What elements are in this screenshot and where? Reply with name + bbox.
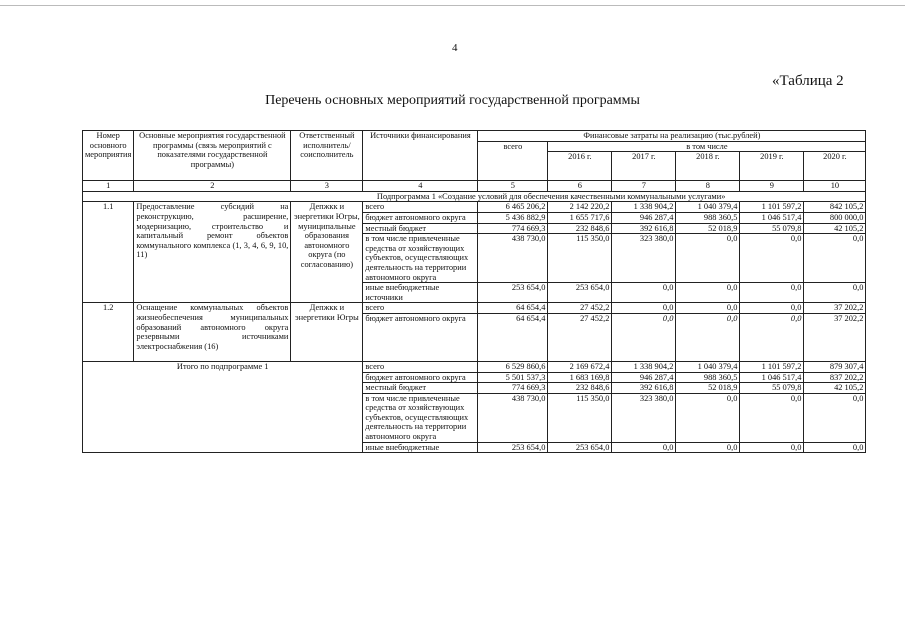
value-total: 5 501 537,3: [478, 372, 548, 383]
value-total: 64 654,4: [478, 303, 548, 314]
column-index: 1: [83, 181, 134, 192]
value-2019: 0,0: [740, 313, 804, 361]
value-2016: 232 848,6: [548, 383, 612, 394]
column-index: 4: [363, 181, 478, 192]
funding-source: всего: [363, 361, 478, 372]
value-2018: 988 360,5: [676, 372, 740, 383]
funding-source: иные внебюджетные: [363, 442, 478, 453]
value-2016: 115 350,0: [548, 234, 612, 283]
value-2020: 0,0: [804, 234, 866, 283]
activity-description: Оснащение коммунальных объектов жизнеобеспечения муниципальных образований автономного округа резервными источниками электроснабжения (16): [134, 303, 291, 362]
header-including: в том числе: [548, 141, 866, 152]
value-2017: 392 616,8: [612, 223, 676, 234]
value-total: 438 730,0: [478, 393, 548, 442]
value-2020: 0,0: [804, 283, 866, 303]
value-2016: 27 452,2: [548, 313, 612, 361]
header-total: всего: [478, 141, 548, 181]
activity-number: 1.2: [83, 303, 134, 362]
header-costs: Финансовые затраты на реализацию (тыс.рублей): [478, 131, 866, 142]
value-2016: 2 142 220,2: [548, 202, 612, 213]
value-2020: 0,0: [804, 442, 866, 453]
value-2016: 2 169 672,4: [548, 361, 612, 372]
page-number: 4: [452, 42, 458, 54]
table-label: «Таблица 2: [772, 73, 844, 89]
value-2018: 0,0: [676, 393, 740, 442]
value-2017: 392 616,8: [612, 383, 676, 394]
value-2018: 0,0: [676, 442, 740, 453]
subprogram-total-label: Итого по подпрограмме 1: [83, 361, 363, 452]
value-2017: 323 380,0: [612, 234, 676, 283]
value-2020: 837 202,2: [804, 372, 866, 383]
funding-source: местный бюджет: [363, 383, 478, 394]
value-2020: 0,0: [804, 393, 866, 442]
header-activity: Основные мероприятия государственной программы (связь мероприятий с показателями государственной программы): [134, 131, 291, 181]
value-total: 6 465 206,2: [478, 202, 548, 213]
value-total: 5 436 882,9: [478, 212, 548, 223]
value-2016: 253 654,0: [548, 283, 612, 303]
value-2018: 0,0: [676, 303, 740, 314]
funding-source: иные внебюджетные источники: [363, 283, 478, 303]
header-number: Номер основного мероприятия: [83, 131, 134, 181]
value-2020: 842 105,2: [804, 202, 866, 213]
value-2016: 253 654,0: [548, 442, 612, 453]
header-year: 2018 г.: [676, 152, 740, 181]
value-2018: 52 018,9: [676, 383, 740, 394]
value-total: 774 669,3: [478, 383, 548, 394]
value-2017: 0,0: [612, 303, 676, 314]
scan-top-line: [0, 5, 905, 6]
value-2016: 232 848,6: [548, 223, 612, 234]
funding-source: в том числе привлеченные средства от хозяйствующих субъектов, осуществляющих деятельность на территории автономного округа: [363, 234, 478, 283]
value-2019: 55 079,8: [740, 383, 804, 394]
column-index: 9: [740, 181, 804, 192]
header-responsible: Ответственный исполнитель/ соисполнитель: [291, 131, 363, 181]
header-year: 2016 г.: [548, 152, 612, 181]
funding-source: местный бюджет: [363, 223, 478, 234]
value-2017: 323 380,0: [612, 393, 676, 442]
value-2020: 879 307,4: [804, 361, 866, 372]
value-2016: 27 452,2: [548, 303, 612, 314]
value-2017: 0,0: [612, 313, 676, 361]
value-2017: 0,0: [612, 442, 676, 453]
funding-source: бюджет автономного округа: [363, 372, 478, 383]
funding-source: бюджет автономного округа: [363, 212, 478, 223]
value-2019: 0,0: [740, 442, 804, 453]
value-total: 438 730,0: [478, 234, 548, 283]
column-index: 6: [548, 181, 612, 192]
column-index: 8: [676, 181, 740, 192]
value-2020: 800 000,0: [804, 212, 866, 223]
value-2018: 52 018,9: [676, 223, 740, 234]
value-total: 253 654,0: [478, 283, 548, 303]
value-2019: 1 046 517,4: [740, 372, 804, 383]
value-2019: 0,0: [740, 234, 804, 283]
activity-description: Предоставление субсидий на реконструкцию, расширение, модернизацию, строительство и капитальный ремонт объектов коммунального комплекса (1, 3, 4, 6, 9, 10, 11): [134, 202, 291, 303]
value-2017: 0,0: [612, 283, 676, 303]
column-index: 7: [612, 181, 676, 192]
header-source: Источники финансирования: [363, 131, 478, 181]
header-year: 2020 г.: [804, 152, 866, 181]
value-2018: 0,0: [676, 234, 740, 283]
value-2018: 0,0: [676, 313, 740, 361]
value-2020: 42 105,2: [804, 383, 866, 394]
value-2019: 55 079,8: [740, 223, 804, 234]
funding-source: в том числе привлеченные средства от хозяйствующих субъектов, осуществляющих деятельность на территории автономного округа: [363, 393, 478, 442]
value-2019: 1 101 597,2: [740, 361, 804, 372]
value-2016: 115 350,0: [548, 393, 612, 442]
responsible-executor: Депжкк и энергетики Югры: [291, 303, 363, 362]
value-total: 64 654,4: [478, 313, 548, 361]
value-2017: 1 338 904,2: [612, 361, 676, 372]
value-2019: 1 046 517,4: [740, 212, 804, 223]
value-2017: 946 287,4: [612, 212, 676, 223]
document-title: Перечень основных мероприятий государственной программы: [265, 93, 640, 108]
value-2017: 1 338 904,2: [612, 202, 676, 213]
value-total: 774 669,3: [478, 223, 548, 234]
value-2018: 988 360,5: [676, 212, 740, 223]
value-2018: 0,0: [676, 283, 740, 303]
header-year: 2017 г.: [612, 152, 676, 181]
value-2020: 37 202,2: [804, 313, 866, 361]
value-2018: 1 040 379,4: [676, 202, 740, 213]
value-total: 253 654,0: [478, 442, 548, 453]
value-2020: 42 105,2: [804, 223, 866, 234]
value-2020: 37 202,2: [804, 303, 866, 314]
column-index: 2: [134, 181, 291, 192]
value-2019: 0,0: [740, 393, 804, 442]
funding-source: бюджет автономного округа: [363, 313, 478, 361]
value-2016: 1 683 169,8: [548, 372, 612, 383]
responsible-executor: Депжкк и энергетики Югры, муниципальные образования автономного округа (по согласованию): [291, 202, 363, 303]
value-2018: 1 040 379,4: [676, 361, 740, 372]
value-total: 6 529 860,6: [478, 361, 548, 372]
value-2019: 0,0: [740, 303, 804, 314]
funding-source: всего: [363, 202, 478, 213]
column-index: 3: [291, 181, 363, 192]
funding-source: всего: [363, 303, 478, 314]
value-2019: 0,0: [740, 283, 804, 303]
activities-table: [82, 130, 866, 453]
activity-number: 1.1: [83, 202, 134, 303]
header-year: 2019 г.: [740, 152, 804, 181]
subprogram-title: Подпрограмма 1 «Создание условий для обеспечения качественными коммунальными услугами»: [83, 191, 866, 202]
column-index: 5: [478, 181, 548, 192]
value-2017: 946 287,4: [612, 372, 676, 383]
value-2016: 1 655 717,6: [548, 212, 612, 223]
value-2019: 1 101 597,2: [740, 202, 804, 213]
column-index: 10: [804, 181, 866, 192]
